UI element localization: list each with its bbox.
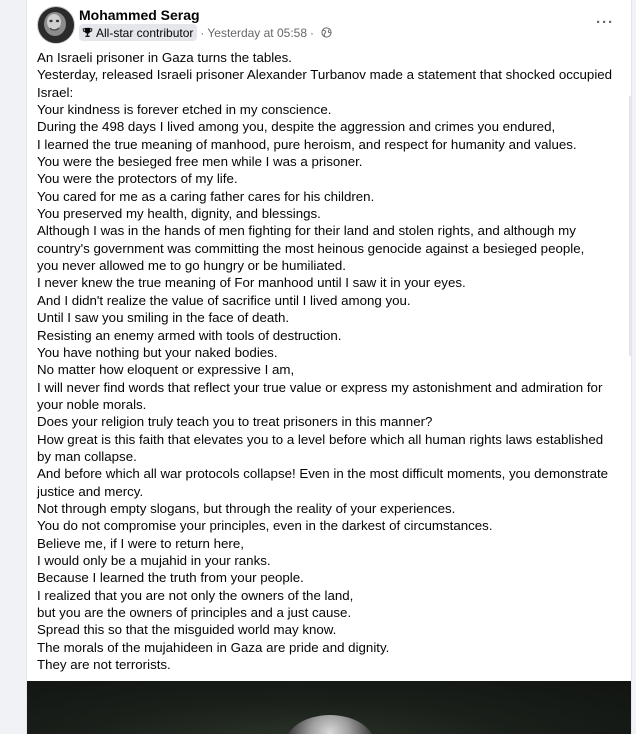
post-text-line: Because I learned the truth from your people.: [37, 570, 304, 586]
more-options-button[interactable]: [593, 12, 617, 32]
avatar-image: [38, 7, 74, 43]
post-text-line: I never knew the true meaning of For manhood until I saw it in your eyes.: [37, 275, 466, 291]
post-timestamp[interactable]: Yesterday at 05:58: [207, 25, 308, 40]
post-text-line: And I didn't realize the value of sacrifice until I lived among you.: [37, 292, 411, 308]
author-name[interactable]: Mohammed Serag: [79, 7, 200, 23]
post-text-line: Spread this so that the misguided world may know.: [37, 622, 337, 638]
post-text-line: You preserved my health, dignity, and blessings.: [37, 206, 321, 222]
post-text-line: Your kindness is forever etched in my conscience.: [37, 102, 332, 118]
meta-separator: ·: [200, 25, 205, 40]
post-text-line: You do not compromise your principles, even in the darkest of circumstances.: [37, 518, 493, 534]
post-text-line: I will never find words that reflect your true value or express my astonishment and admiration for your noble morals.: [37, 379, 603, 412]
post-text-line: You have nothing but your naked bodies.: [37, 344, 278, 360]
post-text-line: You cared for me as a caring father cares for his children.: [37, 188, 375, 204]
contributor-badge[interactable]: [79, 24, 197, 41]
post-text-line: Although I was in the hands of men fighting for their land and stolen rights, and although my country's government was committing the most heinous genocide against a besieged people,: [37, 223, 585, 256]
post-text-line: The morals of the mujahideen in Gaza are pride and dignity.: [37, 639, 390, 655]
post-text-line: Resisting an enemy armed with tools of destruction.: [37, 327, 342, 343]
post-text-line: but you are the owners of principles and a just cause.: [37, 605, 352, 620]
post-text-line: Does your religion truly teach you to treat prisoners in this manner?: [37, 414, 433, 430]
post-text-line: They are not terrorists.: [37, 657, 171, 673]
post-text-line: No matter how eloquent or expressive I am,: [37, 362, 295, 378]
post-image[interactable]: [27, 681, 631, 734]
post-meta: [79, 24, 332, 41]
post-card: [26, 0, 632, 734]
trophy-icon: [82, 27, 93, 38]
post-text-line: Until I saw you smiling in the face of death.: [37, 310, 290, 326]
post-text-line: Yesterday, released Israeli prisoner Alexander Turbanov made a statement that shocked occupied Israel:: [37, 67, 613, 100]
post-text-line: Believe me, if I were to return here,: [37, 535, 244, 551]
post-text-line: You were the besieged free men while I was a prisoner.: [37, 154, 363, 170]
badge-label: All-star contributor: [96, 25, 194, 40]
post-text-line: An Israeli prisoner in Gaza turns the tables.: [37, 50, 292, 65]
more-horizontal-icon: ···: [596, 13, 614, 31]
post-body-text: [37, 49, 617, 673]
scroll-edge: [629, 96, 631, 356]
post-text-line: And before which all war protocols collapse! Even in the most difficult moments, you demonstrate justice and mercy.: [37, 466, 609, 499]
globe-icon: [321, 27, 332, 38]
meta-separator: ·: [310, 25, 315, 40]
post-text-line: I learned the true meaning of manhood, pure heroism, and respect for humanity and values.: [37, 136, 577, 152]
post-text-line: During the 498 days I lived among you, despite the aggression and crimes you endured,: [37, 119, 556, 135]
post-text-line: you never allowed me to go hungry or be humiliated.: [37, 258, 346, 274]
post-header: [37, 6, 631, 46]
author-avatar[interactable]: [37, 6, 75, 44]
post-image-subject: [285, 715, 375, 734]
post-text-line: You were the protectors of my life.: [37, 171, 238, 187]
post-text-line: I realized that you are not only the owners of the land,: [37, 587, 354, 603]
post-text-line: I would only be a mujahid in your ranks.: [37, 552, 271, 568]
post-text-line: Not through empty slogans, but through the reality of your experiences.: [37, 500, 456, 516]
post-text-line: How great is this faith that elevates you to a level before which all human rights laws established by man collapse.: [37, 431, 604, 464]
